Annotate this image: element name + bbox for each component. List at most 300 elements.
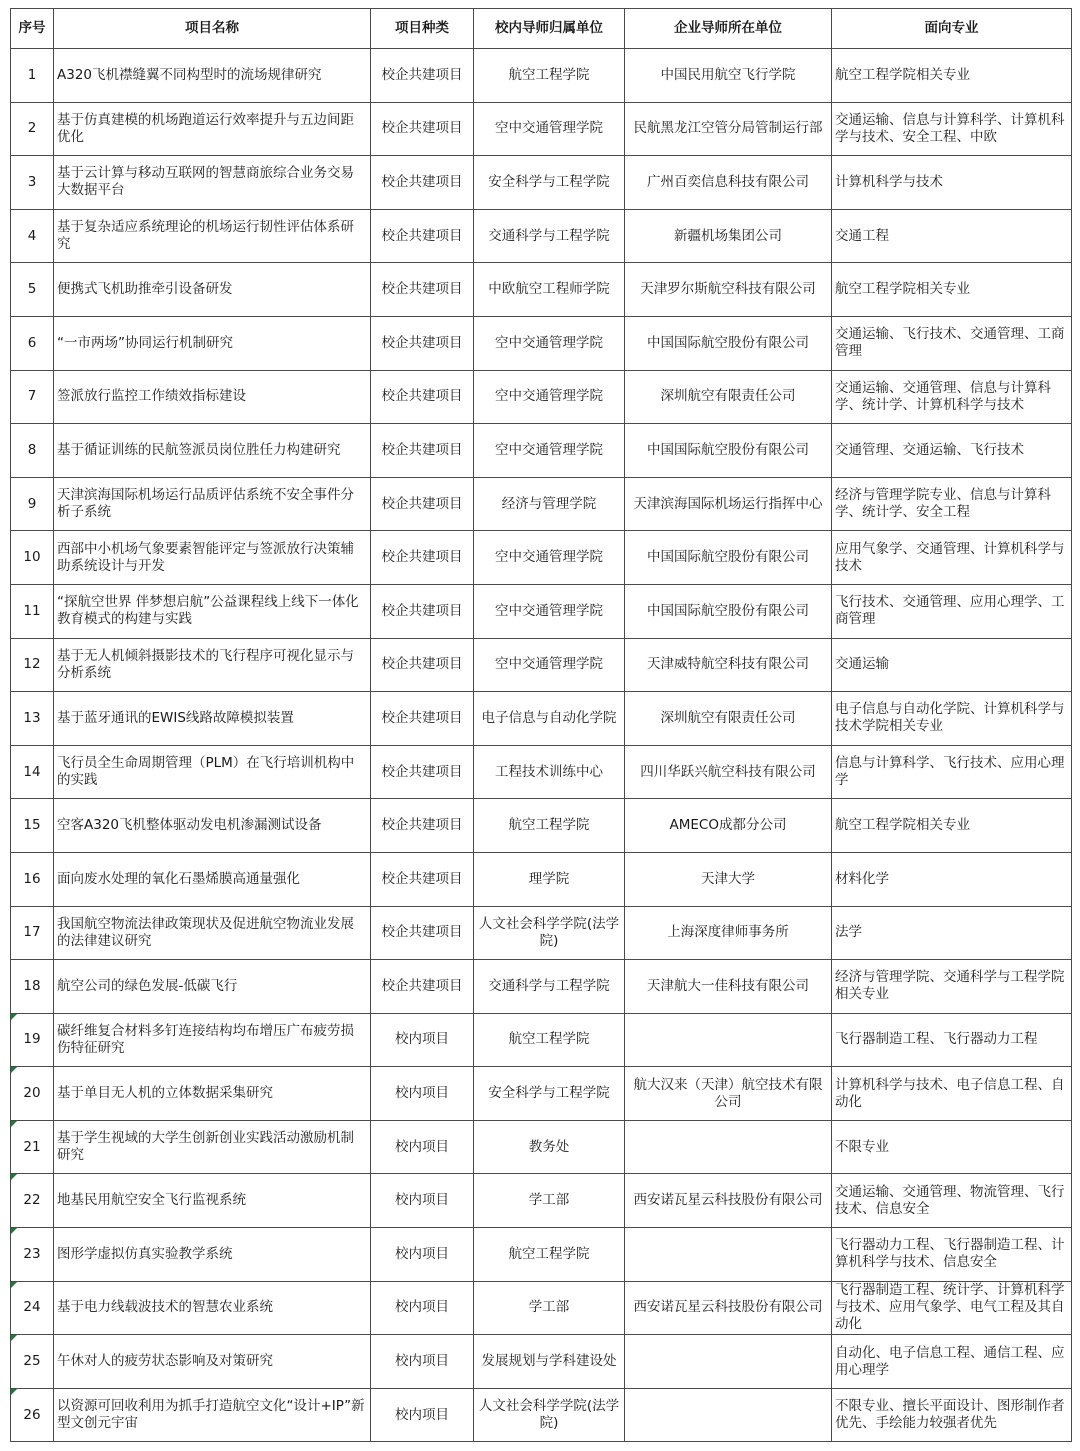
cell-company	[625, 531, 832, 585]
table-row	[11, 263, 1072, 317]
cell-project-name	[54, 316, 371, 370]
table-row	[11, 424, 1072, 478]
cell-project-name-text: 基于仿真建模的机场跑道运行效率提升与五边间距优化	[57, 111, 354, 145]
header-majors: 面向专业	[832, 9, 1072, 49]
cell-project-type	[371, 102, 474, 156]
table-row	[11, 316, 1072, 370]
cell-seq-text: 23	[23, 1245, 41, 1262]
cell-school-unit	[474, 638, 625, 692]
cell-project-name-text: 基于复杂适应系统理论的机场运行韧性评估体系研究	[57, 219, 354, 253]
cell-school-unit-text: 交通科学与工程学院	[488, 977, 610, 994]
cell-seq	[11, 638, 54, 692]
cell-project-type-text: 校内项目	[395, 1406, 449, 1423]
cell-seq-text: 24	[23, 1299, 41, 1316]
cell-seq	[11, 1228, 54, 1282]
cell-project-name	[54, 49, 371, 103]
cell-majors-text: 交通管理、交通运输、飞行技术	[835, 441, 1024, 458]
cell-seq-text: 7	[27, 388, 37, 405]
cell-seq	[11, 1067, 54, 1121]
cell-project-type-text: 校内项目	[395, 1085, 449, 1102]
cell-project-type	[371, 209, 474, 263]
cell-project-type-text: 校企共建项目	[381, 334, 463, 351]
cell-project-type	[371, 424, 474, 478]
cell-majors	[832, 477, 1072, 531]
cell-company	[625, 370, 832, 424]
cell-company	[625, 745, 832, 799]
cell-project-name	[54, 799, 371, 853]
cell-company-text: 四川华跃兴航空科技有限公司	[640, 763, 816, 780]
cell-school-unit-text: 安全科学与工程学院	[488, 173, 610, 190]
cell-school-unit-text: 航空工程学院	[508, 66, 590, 83]
cell-majors-text: 飞行器制造工程、统计学、计算机科学与技术、应用气象学、电气工程及其自动化	[835, 1282, 1065, 1333]
cell-seq	[11, 852, 54, 906]
cell-project-name	[54, 1335, 371, 1389]
cell-company-text: 航大汉来（天津）航空技术有限公司	[633, 1076, 823, 1110]
cell-seq	[11, 316, 54, 370]
table-row	[11, 638, 1072, 692]
cell-majors	[832, 906, 1072, 960]
cell-project-name	[54, 1281, 371, 1335]
cell-project-type-text: 校企共建项目	[381, 817, 463, 834]
cell-seq-text: 15	[23, 817, 41, 834]
cell-seq	[11, 1013, 54, 1067]
cell-seq-text: 19	[23, 1031, 41, 1048]
cell-company	[625, 1013, 832, 1067]
cell-comment-marker-icon	[11, 1282, 17, 1288]
cell-project-type	[371, 1228, 474, 1282]
table-row	[11, 156, 1072, 210]
cell-seq	[11, 1388, 54, 1442]
cell-project-name-text: “探航空世界 伴梦想启航”公益课程线上线下一体化教育模式的构建与实践	[57, 594, 359, 628]
table-row	[11, 1013, 1072, 1067]
cell-school-unit-text: 空中交通管理学院	[495, 334, 603, 351]
cell-project-name	[54, 102, 371, 156]
cell-company	[625, 1388, 832, 1442]
cell-majors-text: 飞行技术、交通管理、应用心理学、工商管理	[835, 594, 1065, 628]
cell-majors	[832, 156, 1072, 210]
project-table	[10, 8, 1072, 1442]
cell-project-name	[54, 960, 371, 1014]
cell-project-type-text: 校企共建项目	[381, 120, 463, 137]
cell-majors-text: 交通运输、飞行技术、交通管理、工商管理	[835, 326, 1065, 360]
cell-school-unit-text: 中欧航空工程师学院	[488, 281, 610, 298]
cell-project-type	[371, 1120, 474, 1174]
cell-majors	[832, 209, 1072, 263]
cell-comment-marker-icon	[11, 1174, 17, 1180]
cell-project-type	[371, 1013, 474, 1067]
cell-project-name-text: 碳纤维复合材料多钉连接结构均布增压广布疲劳损伤特征研究	[57, 1022, 354, 1056]
cell-seq	[11, 960, 54, 1014]
cell-project-name	[54, 1120, 371, 1174]
table-row	[11, 692, 1072, 746]
cell-majors	[832, 692, 1072, 746]
cell-seq-text: 10	[23, 549, 41, 566]
cell-school-unit-text: 电子信息与自动化学院	[481, 709, 617, 726]
cell-school-unit-text: 航空工程学院	[508, 1031, 590, 1048]
cell-comment-marker-icon	[11, 1389, 17, 1395]
cell-school-unit-text: 人文社会科学学院(法学院)	[478, 915, 620, 949]
cell-school-unit	[474, 1013, 625, 1067]
cell-majors-text: 交通运输、交通管理、物流管理、飞行技术、信息安全	[835, 1183, 1065, 1217]
cell-seq-text: 6	[27, 334, 37, 351]
table-row	[11, 1388, 1072, 1442]
cell-project-type	[371, 584, 474, 638]
cell-project-name-text: 西部中小机场气象要素智能评定与签派放行决策辅助系统设计与开发	[57, 540, 354, 574]
cell-project-type-text: 校内项目	[395, 1299, 449, 1316]
cell-company	[625, 852, 832, 906]
cell-seq-text: 25	[23, 1353, 41, 1370]
header-project-type: 项目种类	[371, 9, 474, 49]
cell-project-type	[371, 1388, 474, 1442]
cell-school-unit	[474, 316, 625, 370]
cell-project-name-text: 航空公司的绿色发展-低碳飞行	[57, 977, 238, 994]
cell-project-name-text: 基于学生视域的大学生创新创业实践活动激励机制研究	[57, 1130, 354, 1164]
cell-school-unit	[474, 102, 625, 156]
cell-seq-text: 20	[23, 1085, 41, 1102]
cell-seq	[11, 424, 54, 478]
cell-school-unit	[474, 424, 625, 478]
cell-seq-text: 21	[23, 1138, 41, 1155]
cell-comment-marker-icon	[11, 1121, 17, 1127]
cell-project-type	[371, 156, 474, 210]
cell-seq-text: 8	[27, 441, 37, 458]
cell-school-unit	[474, 49, 625, 103]
cell-project-type-text: 校企共建项目	[381, 602, 463, 619]
cell-majors	[832, 584, 1072, 638]
cell-seq	[11, 745, 54, 799]
cell-seq	[11, 531, 54, 585]
cell-company	[625, 638, 832, 692]
cell-project-name-text: 图形学虚拟仿真实验教学系统	[57, 1245, 233, 1262]
cell-company-text: 深圳航空有限责任公司	[660, 709, 796, 726]
cell-project-type-text: 校企共建项目	[381, 173, 463, 190]
cell-majors-text: 不限专业	[835, 1138, 889, 1155]
cell-project-name	[54, 1174, 371, 1228]
cell-seq-text: 9	[27, 495, 37, 512]
cell-school-unit	[474, 1120, 625, 1174]
cell-majors	[832, 745, 1072, 799]
cell-company-text: 天津罗尔斯航空科技有限公司	[640, 281, 816, 298]
cell-majors-text: 交通工程	[835, 227, 889, 244]
cell-seq	[11, 263, 54, 317]
header-seq: 序号	[11, 9, 54, 49]
cell-project-name-text: A320飞机襟缝翼不同构型时的流场规律研究	[57, 66, 322, 83]
cell-project-type	[371, 1281, 474, 1335]
cell-project-name	[54, 692, 371, 746]
cell-company	[625, 692, 832, 746]
cell-seq-text: 4	[27, 227, 37, 244]
cell-majors	[832, 638, 1072, 692]
cell-seq-text: 5	[27, 281, 37, 298]
cell-seq	[11, 799, 54, 853]
cell-seq-text: 22	[23, 1192, 41, 1209]
cell-project-name	[54, 263, 371, 317]
cell-majors-text: 飞行器制造工程、飞行器动力工程	[835, 1031, 1038, 1048]
cell-school-unit	[474, 1388, 625, 1442]
cell-company-text: 中国国际航空股份有限公司	[647, 334, 809, 351]
cell-seq-text: 2	[27, 120, 37, 137]
cell-school-unit-text: 理学院	[528, 870, 570, 887]
table-row	[11, 1228, 1072, 1282]
cell-project-name-text: 我国航空物流法律政策现状及促进航空物流业发展的法律建议研究	[57, 915, 354, 949]
cell-project-type	[371, 960, 474, 1014]
cell-majors	[832, 1228, 1072, 1282]
cell-school-unit-text: 空中交通管理学院	[495, 388, 603, 405]
cell-school-unit-text: 空中交通管理学院	[495, 549, 603, 566]
cell-school-unit-text: 学工部	[528, 1192, 570, 1209]
cell-company-text: 民航黑龙江空管分局管制运行部	[633, 120, 823, 137]
table-row	[11, 799, 1072, 853]
cell-project-type	[371, 263, 474, 317]
cell-school-unit-text: 交通科学与工程学院	[488, 227, 610, 244]
cell-seq-text: 3	[27, 173, 37, 190]
cell-project-name-text: 便携式飞机助推牵引设备研发	[57, 281, 233, 298]
cell-company	[625, 1281, 832, 1335]
cell-project-name-text: 基于蓝牙通讯的EWIS线路故障模拟装置	[57, 709, 294, 726]
cell-company-text: 新疆机场集团公司	[674, 227, 782, 244]
cell-majors	[832, 531, 1072, 585]
cell-seq-text: 12	[23, 656, 41, 673]
cell-school-unit	[474, 692, 625, 746]
cell-majors-text: 不限专业、擅长平面设计、图形制作者优先、手绘能力较强者优先	[835, 1398, 1065, 1432]
cell-company	[625, 1067, 832, 1121]
cell-majors	[832, 49, 1072, 103]
cell-majors	[832, 852, 1072, 906]
cell-school-unit-text: 工程技术训练中心	[495, 763, 603, 780]
cell-project-type	[371, 799, 474, 853]
cell-company-text: AMECO成都分公司	[669, 817, 787, 834]
cell-seq	[11, 156, 54, 210]
cell-company	[625, 102, 832, 156]
cell-seq-text: 26	[23, 1406, 41, 1423]
cell-project-name-text: 基于单目无人机的立体数据采集研究	[57, 1085, 273, 1102]
cell-company-text: 上海深度律师事务所	[667, 924, 789, 941]
cell-majors	[832, 1281, 1072, 1335]
cell-company-text: 深圳航空有限责任公司	[660, 388, 796, 405]
table-row	[11, 1174, 1072, 1228]
table-row	[11, 745, 1072, 799]
cell-majors-text: 交通运输、信息与计算科学、计算机科学与技术、安全工程、中欧	[835, 111, 1065, 145]
cell-school-unit	[474, 852, 625, 906]
cell-project-name	[54, 1388, 371, 1442]
cell-project-name-text: 午休对人的疲劳状态影响及对策研究	[57, 1353, 273, 1370]
cell-company-text: 天津大学	[701, 870, 755, 887]
cell-company	[625, 799, 832, 853]
cell-project-name	[54, 1067, 371, 1121]
cell-company	[625, 1228, 832, 1282]
cell-majors	[832, 1174, 1072, 1228]
cell-school-unit-text: 经济与管理学院	[501, 495, 597, 512]
cell-company-text: 天津威特航空科技有限公司	[647, 656, 809, 673]
cell-seq	[11, 692, 54, 746]
cell-project-name-text: 空客A320飞机整体驱动发电机渗漏测试设备	[57, 817, 322, 834]
cell-project-type	[371, 531, 474, 585]
cell-company-text: 中国国际航空股份有限公司	[647, 441, 809, 458]
cell-majors	[832, 102, 1072, 156]
cell-project-type	[371, 316, 474, 370]
cell-project-type	[371, 692, 474, 746]
cell-school-unit-text: 航空工程学院	[508, 1245, 590, 1262]
cell-seq	[11, 1281, 54, 1335]
table-row	[11, 906, 1072, 960]
cell-project-type	[371, 1174, 474, 1228]
cell-school-unit	[474, 745, 625, 799]
cell-seq-text: 11	[23, 602, 41, 619]
cell-company	[625, 209, 832, 263]
cell-majors-text: 飞行器动力工程、飞行器制造工程、计算机科学与技术、信息安全	[835, 1237, 1065, 1271]
cell-company-text: 西安诺瓦星云科技股份有限公司	[633, 1299, 823, 1316]
cell-majors	[832, 799, 1072, 853]
cell-project-type-text: 校企共建项目	[381, 388, 463, 405]
cell-school-unit-text: 学工部	[528, 1299, 570, 1316]
table-body	[11, 49, 1072, 1442]
cell-seq-text: 16	[23, 870, 41, 887]
cell-project-type	[371, 477, 474, 531]
cell-project-type-text: 校企共建项目	[381, 763, 463, 780]
table-row	[11, 1067, 1072, 1121]
cell-majors	[832, 960, 1072, 1014]
cell-project-type	[371, 49, 474, 103]
cell-majors-text: 经济与管理学院专业、信息与计算科学、统计学、安全工程	[835, 487, 1051, 521]
cell-majors-text: 法学	[835, 924, 862, 941]
cell-seq	[11, 906, 54, 960]
cell-school-unit-text: 空中交通管理学院	[495, 602, 603, 619]
cell-school-unit-text: 空中交通管理学院	[495, 656, 603, 673]
cell-project-name-text: 签派放行监控工作绩效指标建设	[57, 388, 246, 405]
cell-school-unit	[474, 960, 625, 1014]
cell-project-name	[54, 852, 371, 906]
cell-company	[625, 477, 832, 531]
cell-school-unit	[474, 370, 625, 424]
cell-majors-text: 电子信息与自动化学院、计算机科学与技术学院相关专业	[835, 701, 1065, 735]
cell-school-unit	[474, 1281, 625, 1335]
table-row	[11, 49, 1072, 103]
cell-majors	[832, 1120, 1072, 1174]
cell-majors-text: 计算机科学与技术	[835, 173, 943, 190]
cell-company	[625, 263, 832, 317]
cell-project-type	[371, 1335, 474, 1389]
cell-majors	[832, 1067, 1072, 1121]
cell-school-unit	[474, 1335, 625, 1389]
table-row	[11, 1281, 1072, 1335]
cell-comment-marker-icon	[11, 1067, 17, 1073]
project-table-sheet	[10, 8, 1071, 1442]
cell-company	[625, 1120, 832, 1174]
cell-project-name-text: 基于云计算与移动互联网的智慧商旅综合业务交易大数据平台	[57, 165, 354, 199]
cell-seq	[11, 1174, 54, 1228]
cell-project-name	[54, 156, 371, 210]
cell-seq-text: 14	[23, 763, 41, 780]
cell-project-type-text: 校企共建项目	[381, 441, 463, 458]
table-row	[11, 1335, 1072, 1389]
cell-majors	[832, 1388, 1072, 1442]
cell-majors-text: 计算机科学与技术、电子信息工程、自动化	[835, 1076, 1065, 1110]
cell-seq-text: 18	[23, 977, 41, 994]
cell-school-unit	[474, 1174, 625, 1228]
cell-seq	[11, 584, 54, 638]
cell-school-unit-text: 发展规划与学科建设处	[481, 1353, 617, 1370]
cell-school-unit	[474, 477, 625, 531]
cell-majors	[832, 370, 1072, 424]
cell-company	[625, 1174, 832, 1228]
cell-company	[625, 960, 832, 1014]
table-row	[11, 531, 1072, 585]
cell-company-text: 天津滨海国际机场运行指挥中心	[633, 495, 823, 512]
cell-company	[625, 906, 832, 960]
cell-school-unit	[474, 263, 625, 317]
cell-seq	[11, 209, 54, 263]
cell-school-unit	[474, 531, 625, 585]
cell-comment-marker-icon	[11, 1335, 17, 1341]
cell-company	[625, 584, 832, 638]
cell-project-name-text: 基于电力线载波技术的智慧农业系统	[57, 1299, 273, 1316]
cell-project-type-text: 校企共建项目	[381, 977, 463, 994]
cell-seq-text: 1	[27, 66, 37, 83]
cell-project-name-text: 飞行员全生命周期管理（PLM）在飞行培训机构中的实践	[57, 755, 355, 789]
cell-project-name-text: 天津滨海国际机场运行品质评估系统不安全事件分析子系统	[57, 487, 354, 521]
cell-project-name-text: 面向废水处理的氧化石墨烯膜高通量强化	[57, 870, 300, 887]
cell-majors	[832, 1335, 1072, 1389]
cell-project-type-text: 校企共建项目	[381, 656, 463, 673]
cell-company	[625, 156, 832, 210]
cell-school-unit	[474, 799, 625, 853]
cell-project-name-text: 基于无人机倾斜摄影技术的飞行程序可视化显示与分析系统	[57, 647, 354, 681]
cell-school-unit	[474, 209, 625, 263]
cell-project-type-text: 校内项目	[395, 1138, 449, 1155]
table-row	[11, 477, 1072, 531]
cell-project-name	[54, 209, 371, 263]
cell-project-name	[54, 477, 371, 531]
cell-project-name-text: 地基民用航空安全飞行监视系统	[57, 1192, 246, 1209]
table-row	[11, 102, 1072, 156]
cell-project-type-text: 校内项目	[395, 1031, 449, 1048]
cell-project-type	[371, 1067, 474, 1121]
cell-majors-text: 经济与管理学院、交通科学与工程学院相关专业	[835, 969, 1065, 1003]
cell-project-type-text: 校企共建项目	[381, 870, 463, 887]
table-row	[11, 209, 1072, 263]
cell-school-unit	[474, 1067, 625, 1121]
cell-project-name	[54, 1013, 371, 1067]
cell-project-type-text: 校内项目	[395, 1353, 449, 1370]
cell-project-type	[371, 852, 474, 906]
cell-company-text: 中国国际航空股份有限公司	[647, 602, 809, 619]
cell-majors-text: 交通运输	[835, 656, 889, 673]
cell-project-type-text: 校企共建项目	[381, 709, 463, 726]
cell-majors-text: 交通运输、交通管理、信息与计算科学、统计学、计算机科学与技术	[835, 379, 1051, 413]
cell-project-name	[54, 1228, 371, 1282]
cell-majors	[832, 1013, 1072, 1067]
cell-school-unit-text: 教务处	[528, 1138, 570, 1155]
table-row	[11, 370, 1072, 424]
cell-project-name-text: “一市两场”协同运行机制研究	[57, 334, 233, 351]
cell-project-name	[54, 531, 371, 585]
table-row	[11, 960, 1072, 1014]
cell-majors	[832, 263, 1072, 317]
cell-project-name	[54, 424, 371, 478]
table-row	[11, 584, 1072, 638]
table-row	[11, 852, 1072, 906]
cell-company-text: 天津航大一佳科技有限公司	[647, 977, 809, 994]
cell-project-type-text: 校企共建项目	[381, 227, 463, 244]
cell-project-type-text: 校内项目	[395, 1245, 449, 1262]
cell-company-text: 中国民用航空飞行学院	[660, 66, 796, 83]
cell-project-type	[371, 906, 474, 960]
cell-school-unit-text: 安全科学与工程学院	[488, 1085, 610, 1102]
cell-seq-text: 17	[23, 924, 41, 941]
cell-seq	[11, 1120, 54, 1174]
cell-project-type-text: 校企共建项目	[381, 495, 463, 512]
cell-company-text: 中国国际航空股份有限公司	[647, 549, 809, 566]
